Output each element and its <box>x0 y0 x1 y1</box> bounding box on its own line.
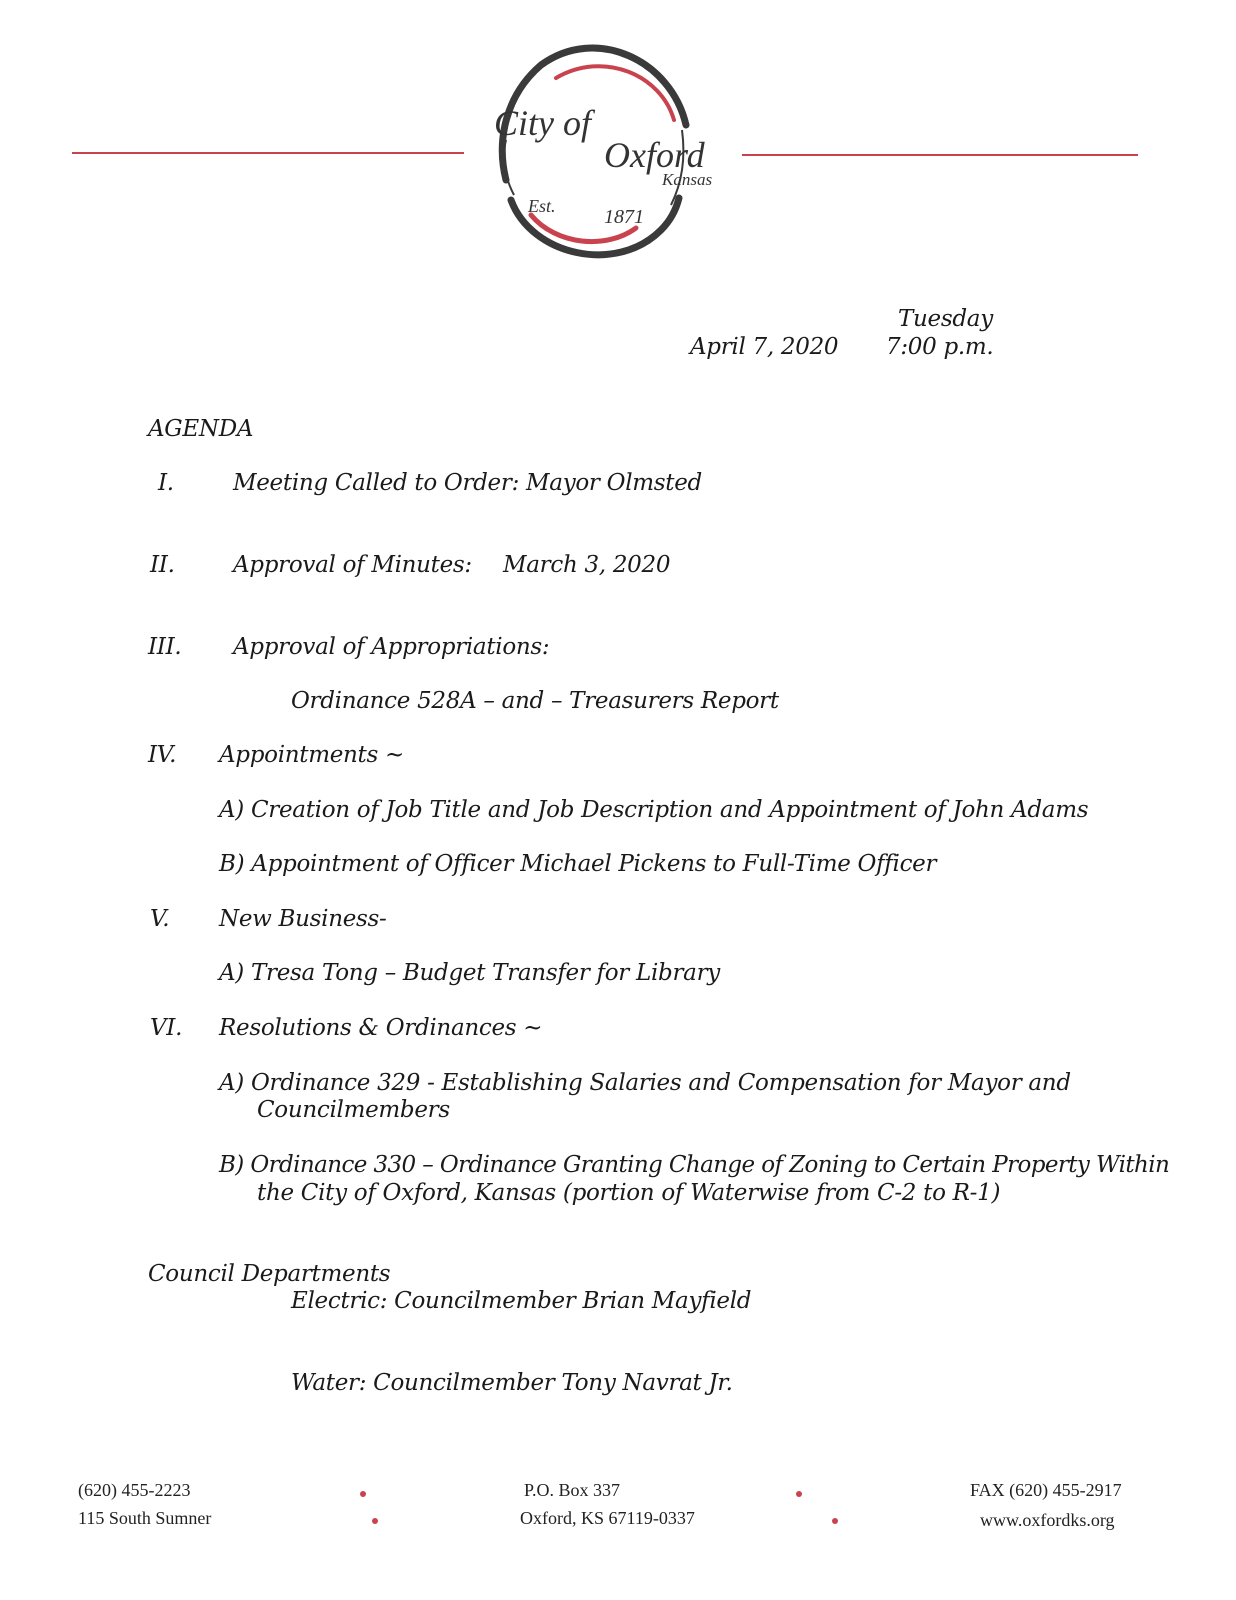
header-rule-right <box>742 154 1138 156</box>
item-iii-label: Approval of Appropriations: <box>233 634 550 660</box>
city-logo <box>486 30 736 270</box>
item-iv-b: B) Appointment of Officer Michael Pickens to Full-Time Officer <box>219 851 937 877</box>
item-vi-b-line2: the City of Oxford, Kansas (portion of Waterwise from C-2 to R-1) <box>257 1180 1001 1206</box>
footer-address: 115 South Sumner <box>78 1508 212 1528</box>
agenda-title: AGENDA <box>148 416 254 442</box>
item-iii-sub: Ordinance 528A – and – Treasurers Report <box>291 688 779 714</box>
logo-kansas: Kansas <box>662 170 713 189</box>
item-v-number: V. <box>150 906 170 932</box>
item-vi-label: Resolutions & Ordinances ~ <box>219 1015 543 1041</box>
footer-web[interactable]: www.oxfordks.org <box>980 1510 1115 1530</box>
item-v-label: New Business- <box>219 906 387 932</box>
footer-dot-2 <box>372 1518 378 1524</box>
logo-est: Est. <box>528 196 556 216</box>
item-vi-number: VI. <box>150 1015 183 1041</box>
item-vi-b-line1: B) Ordinance 330 – Ordinance Granting Change of Zoning to Certain Property Within <box>219 1152 1170 1178</box>
item-iii-number: III. <box>148 634 182 660</box>
footer-dot-1 <box>360 1491 366 1497</box>
item-i-number: I. <box>158 470 174 496</box>
item-iv-label: Appointments ~ <box>219 742 404 768</box>
item-ii-label: Approval of Minutes: <box>233 552 472 578</box>
council-water: Water: Councilmember Tony Navrat Jr. <box>291 1370 733 1396</box>
footer-phone: (620) 455-2223 <box>78 1480 191 1500</box>
council-electric: Electric: Councilmember Brian Mayfield <box>291 1288 752 1314</box>
footer-pobox: P.O. Box 337 <box>524 1480 621 1500</box>
meeting-day: Tuesday <box>898 306 993 332</box>
meeting-date: April 7, 2020 <box>690 334 839 360</box>
footer-city: Oxford, KS 67119-0337 <box>520 1508 695 1528</box>
header-rule-left <box>72 152 464 154</box>
logo-city-of: City of <box>494 103 591 143</box>
item-vi-a-line1: A) Ordinance 329 - Establishing Salaries and Compensation for Mayor and <box>219 1070 1071 1096</box>
logo-oxford: Oxford <box>604 135 705 175</box>
footer-fax: FAX (620) 455-2917 <box>970 1480 1122 1500</box>
item-iv-a: A) Creation of Job Title and Job Description and Appointment of John Adams <box>219 797 1089 823</box>
meeting-time: 7:00 p.m. <box>886 334 994 360</box>
item-ii-number: II. <box>150 552 175 578</box>
logo-year: 1871 <box>604 206 644 228</box>
item-iv-number: IV. <box>148 742 177 768</box>
footer-dot-3 <box>796 1491 802 1497</box>
item-v-a: A) Tresa Tong – Budget Transfer for Library <box>219 960 720 986</box>
item-vi-a-line2: Councilmembers <box>257 1097 450 1123</box>
footer-dot-4 <box>832 1518 838 1524</box>
council-title: Council Departments <box>148 1261 391 1287</box>
item-ii-value: March 3, 2020 <box>503 552 671 578</box>
item-i-text: Meeting Called to Order: Mayor Olmsted <box>233 470 702 496</box>
